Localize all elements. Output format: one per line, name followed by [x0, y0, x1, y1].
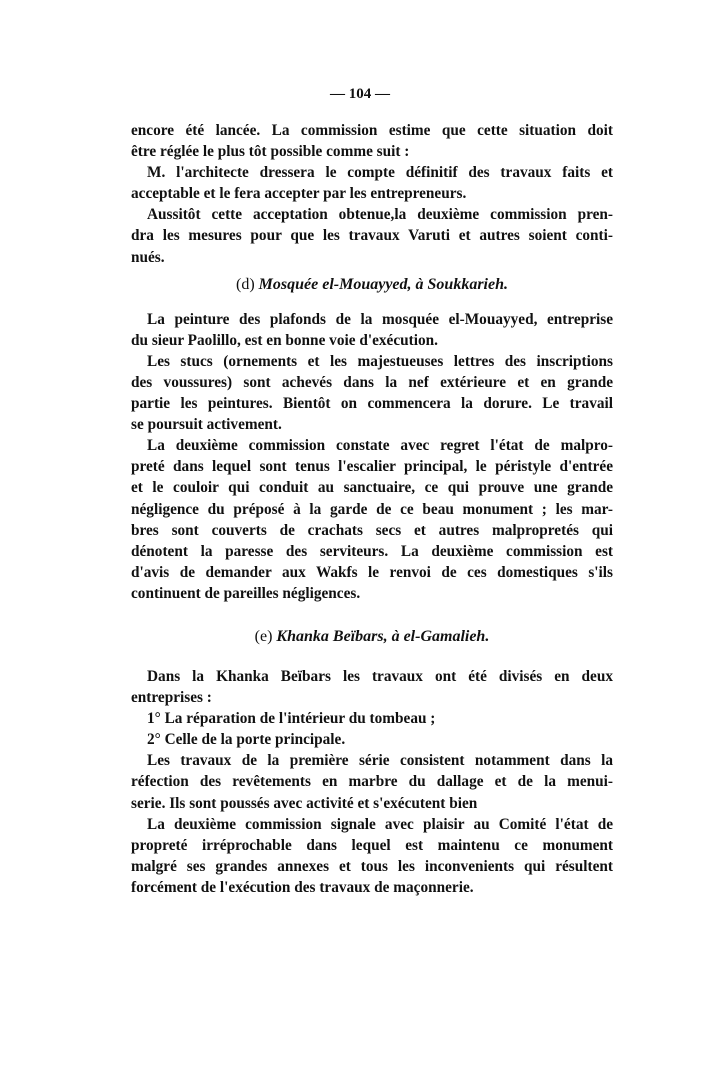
- text-line: bres sont couverts de crachats secs et autres malpropretés qui: [131, 521, 613, 539]
- paragraph: [131, 435, 613, 604]
- text-line: La deuxième commission signale avec plaisir au Comité l'état de: [147, 815, 613, 833]
- paragraph: [131, 666, 613, 708]
- text-line: acceptable et le fera accepter par les entrepreneurs.: [131, 185, 467, 203]
- text-line: 1° La réparation de l'intérieur du tombeau ;: [147, 710, 436, 728]
- text-line: serie. Ils sont poussés avec activité et s'exécutent bien: [131, 794, 478, 812]
- section-heading: [131, 626, 613, 647]
- text-line: propreté irréprochable dans lequel est maintenu ce monument: [131, 836, 613, 854]
- text-line: d'avis de demander aux Wakfs le renvoi de ces domestiques s'ils: [131, 563, 613, 581]
- paragraph: [131, 351, 613, 435]
- paragraph: [131, 120, 613, 162]
- text-line: Dans la Khanka Beïbars les travaux ont été divisés en deux: [147, 667, 613, 685]
- section-heading-title: Mosquée el-Mouayyed, à Soukkarieh.: [258, 275, 508, 293]
- text-line: entreprises :: [131, 689, 212, 707]
- text-line: Aussitôt cette acceptation obtenue,la deuxième commission pren-: [147, 206, 613, 224]
- text-line: du sieur Paolillo, est en bonne voie d'exécution.: [131, 331, 438, 349]
- text-line: réfection des revêtements en marbre du dallage et de la menui-: [131, 773, 613, 791]
- text-line: des voussures) sont achevés dans la nef extérieure et en grande: [131, 373, 613, 391]
- text-line: forcément de l'exécution des travaux de maçonnerie.: [131, 878, 474, 896]
- section-heading-label: (e): [254, 627, 273, 645]
- text-line: être réglée le plus tôt possible comme suit :: [131, 143, 410, 161]
- paragraph: [131, 309, 613, 351]
- paragraph: [131, 204, 613, 267]
- paragraph: [131, 729, 613, 750]
- page-number: — 104 —: [330, 86, 390, 102]
- paragraph: [131, 814, 613, 898]
- page-body: [131, 120, 613, 898]
- text-line: et le couloir qui conduit au sanctuaire, ce qui prouve une grande: [131, 479, 613, 497]
- text-line: dra les mesures pour que les travaux Varuti et autres soient conti-: [131, 227, 613, 245]
- paragraph: [131, 750, 613, 813]
- paragraph: [131, 162, 613, 204]
- text-line: La deuxième commission constate avec regret l'état de malpro-: [147, 437, 613, 455]
- text-line: malgré ses grandes annexes et tous les inconvenients qui résultent: [131, 857, 613, 875]
- text-line: 2° Celle de la porte principale.: [147, 731, 346, 749]
- paragraph: [131, 708, 613, 729]
- text-line: négligence du préposé à la garde de ce beau monument ; les mar-: [131, 500, 613, 518]
- text-line: nués.: [131, 248, 165, 266]
- text-line: Les travaux de la première série consistent notamment dans la: [147, 752, 613, 770]
- text-line: partie les peintures. Bientôt on commencera la dorure. Le travail: [131, 395, 613, 413]
- section-heading-label: (d): [236, 275, 255, 293]
- text-line: Les stucs (ornements et les majestueuses lettres des inscriptions: [147, 352, 613, 370]
- text-line: preté dans lequel sont tenus l'escalier principal, le péristyle d'entrée: [131, 458, 613, 476]
- section-heading-title: Khanka Beïbars, à el-Gamalieh.: [276, 627, 490, 645]
- text-line: dénotent la paresse des serviteurs. La deuxième commission est: [131, 542, 613, 560]
- text-line: encore été lancée. La commission estime que cette situation doit: [131, 122, 613, 139]
- text-line: continuent de pareilles négligences.: [131, 584, 361, 602]
- section-heading: [131, 274, 613, 295]
- text-line: se poursuit activement.: [131, 416, 282, 434]
- text-line: La peinture des plafonds de la mosquée el-Mouayyed, entreprise: [147, 310, 613, 328]
- text-line: M. l'architecte dressera le compte définitif des travaux faits et: [147, 164, 613, 182]
